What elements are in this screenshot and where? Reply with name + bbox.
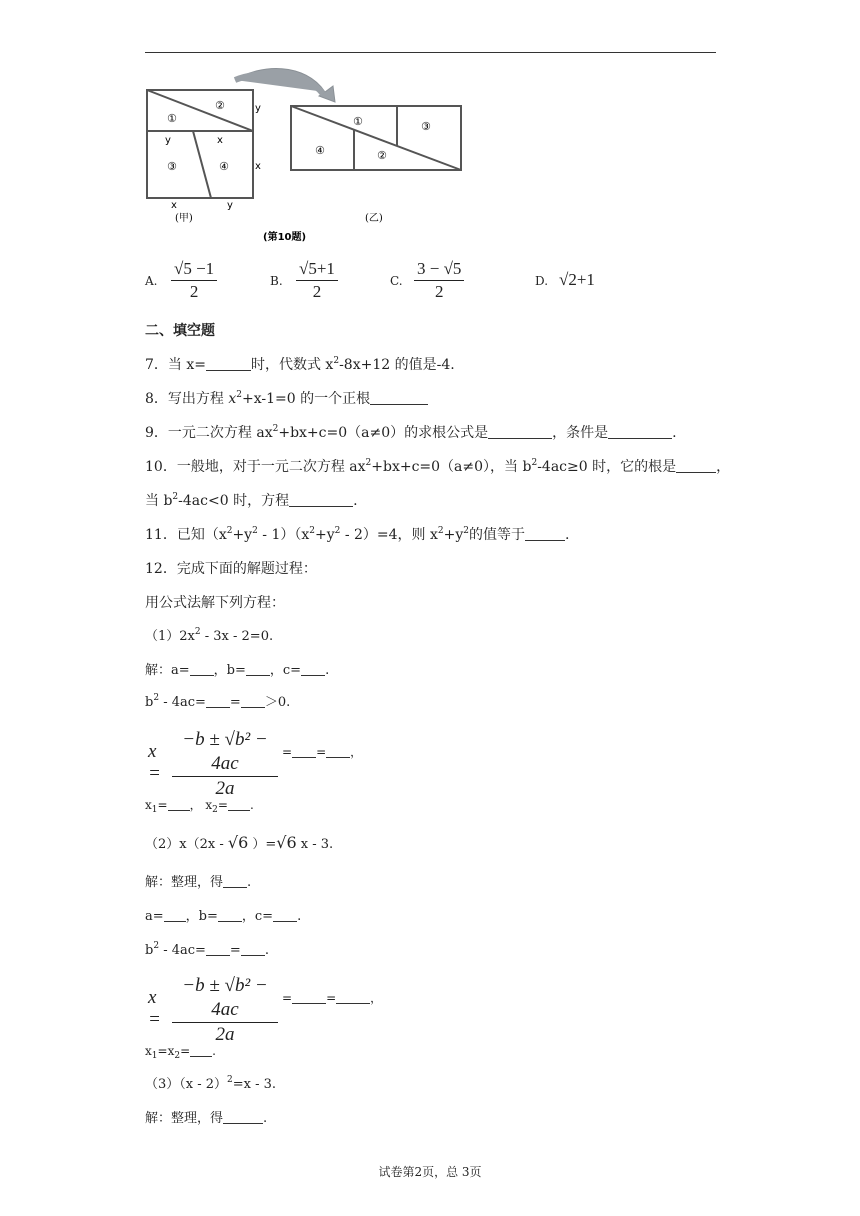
p2-eq-b: ）=: [248, 837, 277, 852]
figure-q10: [145, 64, 475, 246]
q10-sup-1: 2: [365, 458, 372, 468]
question-11: [145, 526, 569, 544]
p1-formula-fraction: [172, 728, 278, 801]
p2-blank-b[interactable]: [218, 909, 242, 922]
p2-roots-d: .: [212, 1044, 216, 1058]
p1-roots-blank-1[interactable]: [168, 798, 190, 811]
question-9: [145, 424, 677, 442]
jia-label-y-right: y: [255, 103, 261, 114]
q11-text-g: 的值等于: [469, 527, 526, 543]
p1-roots-blank-2[interactable]: [228, 798, 250, 811]
p1-formula-eq1: =: [282, 745, 293, 759]
page-footer: 试卷第2页，总 3页: [378, 1165, 482, 1179]
q11-text-a: 11．已知（x: [145, 527, 227, 543]
figure-yi: [291, 106, 461, 224]
p2-abc-c: ，c=: [241, 909, 274, 924]
p2-formula-numerator: −b ± √b² − 4ac: [172, 974, 278, 1023]
q12-p2-abc: [145, 908, 301, 926]
p1-roots-sub1: 1: [151, 805, 158, 815]
jia-region-1: ①: [167, 112, 177, 125]
q9-sup: 2: [272, 424, 279, 434]
p1-roots-c: ， x: [189, 798, 213, 812]
p3-eq-b: =x - 3.: [232, 1077, 277, 1092]
yi-region-3: ③: [421, 120, 431, 133]
section-title: 二、填空题: [145, 323, 215, 339]
q8-var: x: [228, 391, 237, 407]
q8-blank[interactable]: [370, 392, 428, 405]
option-c[interactable]: [390, 258, 490, 302]
q10-sup-2: 2: [531, 458, 538, 468]
p2-eq-a: （2）x（2x -: [145, 837, 228, 852]
p2-abc-b: ，b=: [185, 909, 218, 924]
question-10-line-2: [145, 492, 358, 510]
q11-sup-2: 2: [252, 526, 258, 536]
q8-text-c: +x-1=0 的一个正根: [242, 391, 371, 407]
p2-roots-sub1: 1: [151, 1051, 158, 1061]
q7-blank[interactable]: [206, 358, 251, 371]
p1-roots-d: =: [217, 798, 228, 812]
p2-formula-eq2: =: [326, 991, 337, 1005]
option-c-numerator: 3 − √5: [414, 258, 464, 281]
figure-jia: [147, 90, 261, 224]
p2-formula-blank-2[interactable]: [336, 991, 370, 1004]
q12-p2-roots: [145, 1042, 216, 1060]
yi-region-2: ②: [377, 149, 387, 162]
q11-sup-3: 2: [309, 526, 315, 536]
p1-disc-d: ＞0.: [264, 695, 291, 710]
q11-text-e: - 2）=4，则 x: [340, 527, 438, 543]
p3-eq-sup: 2: [227, 1075, 233, 1085]
p2-formula-blank-1[interactable]: [292, 991, 326, 1004]
p2-blank-c[interactable]: [273, 909, 297, 922]
p2-abc-a: a=: [145, 909, 164, 924]
q8-text-a: 8．写出方程: [145, 391, 229, 407]
q10-text-b: +bx+c=0（a≠0），当 b: [371, 459, 532, 475]
q12-p3-tidy: [145, 1110, 267, 1128]
p1-blank-b[interactable]: [246, 663, 270, 676]
p1-formula-blank-2[interactable]: [326, 745, 350, 758]
p1-roots-b: =: [157, 798, 168, 812]
p1-formula-denominator: 2a: [215, 778, 235, 799]
q10-text-c: -4ac≥0 时，它的根是: [537, 459, 677, 475]
q7-sup: 2: [333, 356, 340, 366]
p3-tidy-b: .: [263, 1111, 268, 1126]
q8-sup: 2: [236, 390, 242, 400]
p1-formula-eq2: =: [316, 745, 327, 759]
option-a-denominator: 2: [189, 282, 199, 301]
q9-text-d: .: [672, 425, 677, 441]
question-8: [145, 390, 428, 408]
jia-region-3: ③: [167, 160, 177, 173]
q12-title: 12．完成下面的解题过程：: [145, 561, 317, 577]
q12-subtitle: 用公式法解下列方程：: [145, 595, 285, 611]
jia-label-x-right: x: [255, 161, 261, 172]
p2-tidy-blank[interactable]: [223, 875, 247, 888]
p1-blank-a[interactable]: [190, 663, 214, 676]
q11-text-d: +y: [315, 527, 335, 543]
p2-formula-end: ，: [370, 991, 383, 1005]
q12-p1-abc: [145, 662, 329, 680]
q10-text-d: ，: [716, 459, 731, 475]
p1-eq-sup: 2: [194, 627, 201, 637]
p2-disc-blank-2[interactable]: [241, 943, 265, 956]
option-a-fraction: [171, 258, 217, 303]
p1-abc-c: ，c=: [269, 663, 302, 678]
q12-p3-equation: [145, 1076, 276, 1094]
p1-disc-blank-1[interactable]: [206, 695, 230, 708]
yi-caption: (乙): [365, 213, 383, 224]
p2-roots-a: x: [145, 1044, 152, 1058]
jia-region-4: ④: [219, 160, 229, 173]
p2-abc-d: .: [297, 909, 302, 924]
q10-line2-text-b: -4ac<0 时，方程: [178, 493, 290, 509]
p2-disc-blank-1[interactable]: [206, 943, 230, 956]
jia-caption: (甲): [175, 213, 193, 224]
figure-title: (第10题): [263, 232, 307, 243]
q12-p2-discriminant: [145, 942, 269, 960]
p1-blank-c[interactable]: [301, 663, 325, 676]
p1-eq-a: （1）2x: [145, 629, 195, 644]
p2-formula-x: x =: [148, 987, 161, 1030]
p1-formula-x: x =: [148, 741, 161, 784]
option-d-expression: √2+1: [559, 270, 595, 289]
q9-text-a: 9．一元二次方程 ax: [145, 425, 273, 441]
p1-formula-tail: [282, 743, 362, 760]
p2-roots-b: =x: [157, 1044, 175, 1058]
option-a-numerator: √5 −1: [171, 258, 217, 281]
option-b[interactable]: [270, 258, 360, 302]
q12-p1-roots: [145, 796, 254, 814]
p1-disc-b: - 4ac=: [159, 695, 206, 710]
p1-roots-a: x: [145, 798, 152, 812]
p2-roots-c: =: [180, 1044, 191, 1058]
q7-text-c: -8x+12 的值是-4.: [339, 357, 455, 373]
q9-blank-2[interactable]: [608, 426, 672, 439]
q9-text-b: +bx+c=0（a≠0）的求根公式是: [278, 425, 489, 441]
p2-formula-eq1: =: [282, 991, 293, 1005]
transform-arrow: [235, 69, 335, 102]
p2-eq-c: x - 3.: [296, 837, 334, 852]
yi-region-1: ①: [353, 115, 363, 128]
p3-tidy-blank[interactable]: [223, 1111, 263, 1124]
option-b-fraction: [296, 258, 338, 303]
q12-p2-tidy: [145, 874, 251, 892]
q10-line2-sup: 2: [172, 492, 179, 502]
yi-region-4: ④: [315, 144, 325, 157]
q10-line2-text-a: 当 b: [145, 493, 173, 509]
header-rule: [145, 52, 716, 53]
q9-text-c: ，条件是: [552, 425, 609, 441]
question-10-line-1: [145, 458, 730, 476]
q11-sup-6: 2: [463, 526, 470, 536]
option-b-label: B.: [270, 274, 283, 288]
q11-sup-4: 2: [334, 526, 341, 536]
p2-disc-c: =: [229, 943, 241, 958]
q7-text-b: 时，代数式 x: [250, 357, 334, 373]
option-d[interactable]: [535, 258, 625, 302]
p1-eq-b: - 3x - 2=0.: [200, 629, 274, 644]
p2-eq-rad1: √6: [227, 833, 249, 852]
p3-eq-a: （3）（x - 2）: [145, 1077, 228, 1092]
p2-formula-denominator: 2a: [215, 1024, 235, 1045]
p2-eq-rad2: √6: [276, 833, 297, 852]
q11-sup-1: 2: [226, 526, 233, 536]
p1-disc-c: =: [229, 695, 241, 710]
p1-formula-numerator: −b ± √b² − 4ac: [172, 728, 278, 777]
jia-label-x-bottom: x: [171, 200, 177, 211]
p2-blank-a[interactable]: [164, 909, 186, 922]
p1-disc-blank-2[interactable]: [241, 695, 265, 708]
jia-label-x-inner: x: [217, 135, 223, 146]
p2-tidy-a: 解：整理，得: [145, 875, 224, 890]
jia-region-2: ②: [215, 99, 225, 112]
option-c-denominator: 2: [434, 282, 444, 301]
q11-text-c: - 1）（x: [257, 527, 310, 543]
p2-formula-tail: [282, 989, 382, 1006]
option-d-label: D.: [535, 274, 549, 288]
p1-roots-e: .: [249, 798, 254, 812]
p1-disc-sup: 2: [153, 693, 160, 703]
q10-blank-1[interactable]: [676, 460, 716, 473]
q11-sup-5: 2: [437, 526, 444, 536]
q7-text-a: 7．当 x=: [145, 357, 206, 373]
p3-tidy-a: 解：整理，得: [145, 1111, 224, 1126]
q9-blank-1[interactable]: [488, 426, 552, 439]
option-b-numerator: √5+1: [296, 258, 338, 281]
q11-text-f: +y: [443, 527, 464, 543]
q11-blank[interactable]: [525, 528, 565, 541]
p2-roots-sub2: 2: [174, 1051, 181, 1061]
option-a[interactable]: [145, 258, 235, 302]
q11-text-b: +y: [232, 527, 253, 543]
q10-blank-2[interactable]: [289, 494, 353, 507]
option-b-denominator: 2: [312, 282, 322, 301]
p1-abc-b: ，b=: [213, 663, 246, 678]
option-c-label: C.: [390, 274, 403, 288]
q12-p2-equation: [145, 834, 333, 854]
p2-disc-a: b: [145, 943, 154, 958]
p2-tidy-b: .: [247, 875, 252, 890]
p1-formula-blank-1[interactable]: [292, 745, 316, 758]
q12-p1-equation: [145, 628, 273, 646]
p1-abc-a: 解：a=: [145, 663, 190, 678]
q10-line2-text-c: .: [353, 493, 358, 509]
p1-formula-end: ，: [350, 745, 363, 759]
p1-abc-d: .: [325, 663, 330, 678]
q12-p1-discriminant: [145, 694, 290, 712]
p2-disc-b: - 4ac=: [159, 943, 206, 958]
p2-formula-fraction: [172, 974, 278, 1047]
question-7: [145, 356, 455, 374]
option-c-fraction: [414, 258, 464, 303]
p1-disc-a: b: [145, 695, 154, 710]
option-a-label: A.: [145, 274, 158, 288]
p2-disc-sup: 2: [153, 941, 160, 951]
q11-text-h: .: [565, 527, 570, 543]
jia-label-y-inner: y: [165, 135, 171, 146]
p1-roots-sub2: 2: [212, 805, 218, 815]
q10-text-a: 10．一般地，对于一元二次方程 ax: [145, 459, 366, 475]
p2-roots-blank[interactable]: [190, 1044, 212, 1057]
p2-disc-d: .: [264, 943, 269, 958]
jia-label-y-bottom: y: [227, 200, 233, 211]
